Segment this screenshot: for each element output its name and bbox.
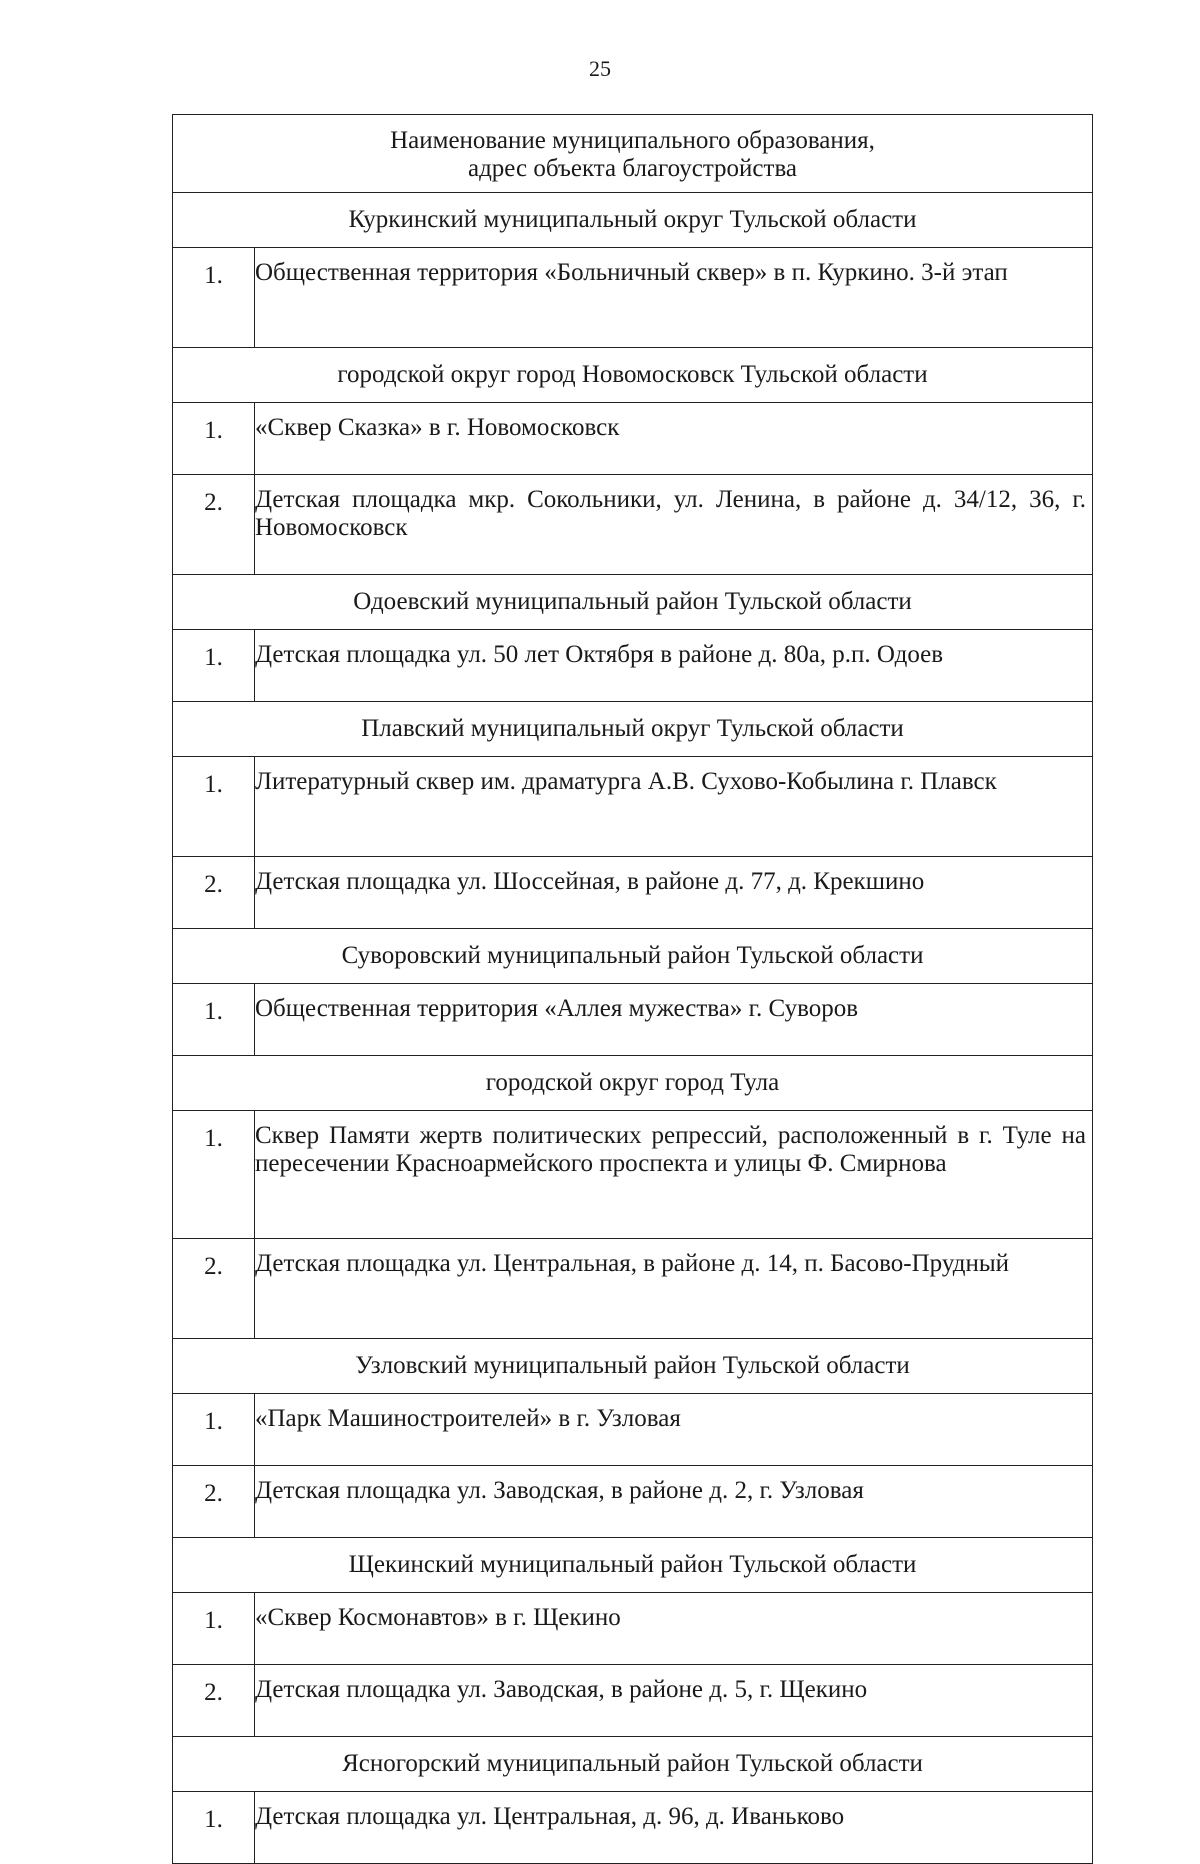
object-address: Сквер Памяти жертв политических репрессий, расположенный в г. Туле на пересечении Красноармейского проспекта и улицы Ф. Смирнова — [255, 1111, 1093, 1239]
table-row — [173, 1665, 1093, 1737]
item-number: 1. — [204, 1125, 223, 1152]
object-address: «Сквер Космонавтов» в г. Щекино — [255, 1593, 1093, 1665]
object-address: Детская площадка ул. Центральная, д. 96, д. Иваньково — [255, 1792, 1093, 1864]
item-number: 2. — [204, 489, 223, 516]
table-row — [173, 1111, 1093, 1239]
table-row — [173, 248, 1093, 348]
group-row — [173, 929, 1093, 984]
item-number: 2. — [204, 1480, 223, 1507]
group-row — [173, 575, 1093, 630]
item-number: 1. — [204, 998, 223, 1025]
group-row — [173, 702, 1093, 757]
table-row — [173, 757, 1093, 857]
object-address: Общественная территория «Больничный сквер» в п. Куркино. 3-й этап — [255, 248, 1093, 348]
table-row — [173, 857, 1093, 929]
item-number-cell — [173, 1111, 255, 1239]
group-row — [173, 1339, 1093, 1394]
item-number: 1. — [204, 1607, 223, 1634]
municipality-name: Ясногорский муниципальный район Тульской области — [173, 1737, 1093, 1792]
group-row — [173, 193, 1093, 248]
item-number: 1. — [204, 262, 223, 289]
item-number: 1. — [204, 1806, 223, 1833]
item-number-cell — [173, 403, 255, 475]
header-line-1: Наименование муниципального образования, — [390, 127, 875, 154]
item-number-cell — [173, 630, 255, 702]
table-header-row — [173, 115, 1093, 193]
page-number: 25 — [589, 56, 611, 81]
municipality-name: городской округ город Новомосковск Тульской области — [173, 348, 1093, 403]
item-number-cell — [173, 475, 255, 575]
municipality-name: Куркинский муниципальный округ Тульской области — [173, 193, 1093, 248]
item-number-cell — [173, 1665, 255, 1737]
table-row — [173, 984, 1093, 1056]
group-row — [173, 1538, 1093, 1593]
item-number-cell — [173, 1593, 255, 1665]
object-address: Детская площадка ул. Центральная, в районе д. 14, п. Басово-Прудный — [255, 1239, 1093, 1339]
object-address: Детская площадка ул. Заводская, в районе д. 5, г. Щекино — [255, 1665, 1093, 1737]
table-row — [173, 1792, 1093, 1864]
table-row — [173, 475, 1093, 575]
item-number-cell — [173, 248, 255, 348]
item-number-cell — [173, 757, 255, 857]
item-number-cell — [173, 1466, 255, 1538]
table-row — [173, 1394, 1093, 1466]
table-body — [173, 115, 1093, 1864]
municipality-name: Плавский муниципальный округ Тульской области — [173, 702, 1093, 757]
object-address: «Парк Машиностроителей» в г. Узловая — [255, 1394, 1093, 1466]
table-row — [173, 1593, 1093, 1665]
item-number: 1. — [204, 644, 223, 671]
object-address: Детская площадка ул. 50 лет Октября в районе д. 80а, р.п. Одоев — [255, 630, 1093, 702]
group-row — [173, 1737, 1093, 1792]
object-address: Общественная территория «Аллея мужества» г. Суворов — [255, 984, 1093, 1056]
item-number-cell — [173, 1394, 255, 1466]
objects-table — [172, 114, 1093, 1864]
object-address: Детская площадка ул. Шоссейная, в районе д. 77, д. Крекшино — [255, 857, 1093, 929]
municipality-name: Одоевский муниципальный район Тульской области — [173, 575, 1093, 630]
table-row — [173, 403, 1093, 475]
table-row — [173, 1239, 1093, 1339]
item-number-cell — [173, 857, 255, 929]
municipality-name: Узловский муниципальный район Тульской области — [173, 1339, 1093, 1394]
group-row — [173, 1056, 1093, 1111]
table-row — [173, 1466, 1093, 1538]
item-number-cell — [173, 1239, 255, 1339]
group-row — [173, 348, 1093, 403]
object-address: «Сквер Сказка» в г. Новомосковск — [255, 403, 1093, 475]
table-header-cell — [173, 115, 1093, 193]
item-number: 2. — [204, 1679, 223, 1706]
object-address: Детская площадка ул. Заводская, в районе д. 2, г. Узловая — [255, 1466, 1093, 1538]
item-number: 1. — [204, 1408, 223, 1435]
object-address: Детская площадка мкр. Сокольники, ул. Ленина, в районе д. 34/12, 36, г. Новомосковск — [255, 475, 1093, 575]
header-line-2: адрес объекта благоустройства — [467, 155, 798, 182]
municipality-name: городской округ город Тула — [173, 1056, 1093, 1111]
item-number: 1. — [204, 771, 223, 798]
table-row — [173, 630, 1093, 702]
item-number-cell — [173, 1792, 255, 1864]
item-number-cell — [173, 984, 255, 1056]
object-address: Литературный сквер им. драматурга А.В. Сухово-Кобылина г. Плавск — [255, 757, 1093, 857]
item-number: 1. — [204, 417, 223, 444]
item-number: 2. — [204, 871, 223, 898]
municipality-name: Суворовский муниципальный район Тульской области — [173, 929, 1093, 984]
municipality-name: Щекинский муниципальный район Тульской области — [173, 1538, 1093, 1593]
item-number: 2. — [204, 1253, 223, 1280]
